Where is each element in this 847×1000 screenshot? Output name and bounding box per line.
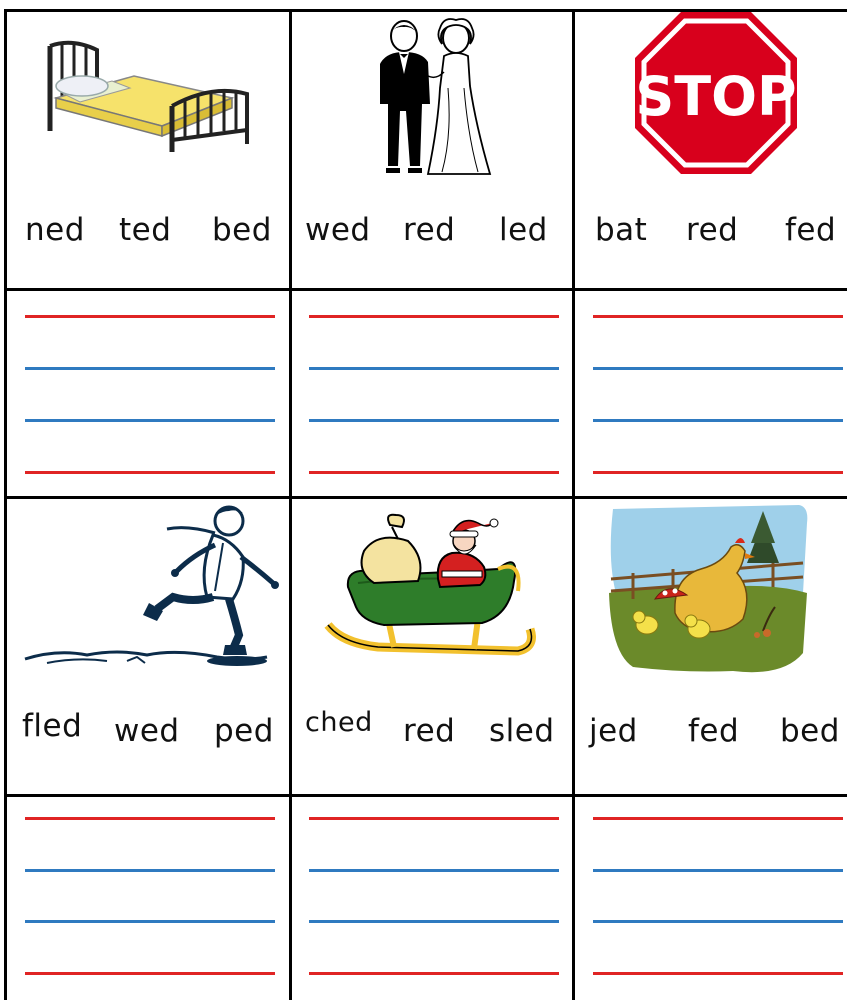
word-choice[interactable]: bed [780,713,840,749]
word-choices [292,707,572,773]
writing-area-4[interactable] [7,797,289,1000]
word-choice[interactable]: ted [119,212,172,248]
word-choice[interactable]: red [403,713,456,749]
word-choice[interactable]: fed [785,212,837,248]
writing-line-top [25,817,275,820]
writing-line-bottom [25,471,275,474]
writing-line-top [309,315,559,318]
picture-cell-stop [575,12,847,288]
word-choice[interactable]: red [686,212,739,248]
word-choice[interactable]: led [499,212,548,248]
word-choice[interactable]: fled [22,708,83,744]
word-choices [575,713,847,773]
writing-area-6[interactable] [575,797,847,1000]
word-choice[interactable]: fed [688,713,740,749]
writing-line-mid-1 [593,367,843,370]
writing-line-bottom [25,972,275,975]
writing-line-bottom [309,972,559,975]
writing-line-bottom [593,471,843,474]
writing-line-mid-2 [25,419,275,422]
word-choice[interactable]: jed [589,713,638,749]
word-choice[interactable]: wed [305,212,371,248]
stop-sign-text: STOP [635,65,797,128]
stop-sign-icon [631,8,801,178]
picture-cell-sleigh [292,499,572,794]
writing-line-mid-1 [309,367,559,370]
word-choice[interactable]: sled [489,713,555,749]
word-choice[interactable]: wed [114,713,180,749]
writing-line-mid-2 [593,920,843,923]
picture-cell-wedding [292,12,572,288]
writing-line-bottom [593,972,843,975]
word-choice[interactable]: bat [595,212,648,248]
word-choices [292,212,572,272]
writing-area-2[interactable] [292,291,572,496]
picture-cell-hen [575,499,847,794]
word-choices [575,212,847,272]
santa-sleigh-icon [318,511,548,666]
writing-line-mid-2 [593,419,843,422]
writing-line-top [309,817,559,820]
writing-line-mid-2 [309,920,559,923]
writing-area-1[interactable] [7,291,289,496]
word-choice[interactable]: ned [25,212,85,248]
word-choice[interactable]: ched [305,707,373,738]
writing-line-mid-1 [309,869,559,872]
bed-icon [42,36,252,156]
writing-line-mid-1 [25,367,275,370]
running-man-icon [17,499,282,679]
picture-cell-bed [7,12,289,288]
writing-line-mid-2 [25,920,275,923]
word-choice[interactable]: red [403,212,456,248]
wedding-couple-icon [372,16,492,178]
writing-line-bottom [309,471,559,474]
writing-area-3[interactable] [575,291,847,496]
writing-line-mid-1 [25,869,275,872]
writing-line-top [593,315,843,318]
writing-area-5[interactable] [292,797,572,1000]
picture-cell-running [7,499,289,794]
word-choices [7,708,289,773]
word-choice[interactable]: ped [214,713,274,749]
word-choice[interactable]: bed [212,212,272,248]
writing-line-mid-2 [309,419,559,422]
writing-line-top [25,315,275,318]
word-choices [7,212,289,272]
hen-chicks-icon [603,503,813,681]
writing-line-top [593,817,843,820]
writing-line-mid-1 [593,869,843,872]
